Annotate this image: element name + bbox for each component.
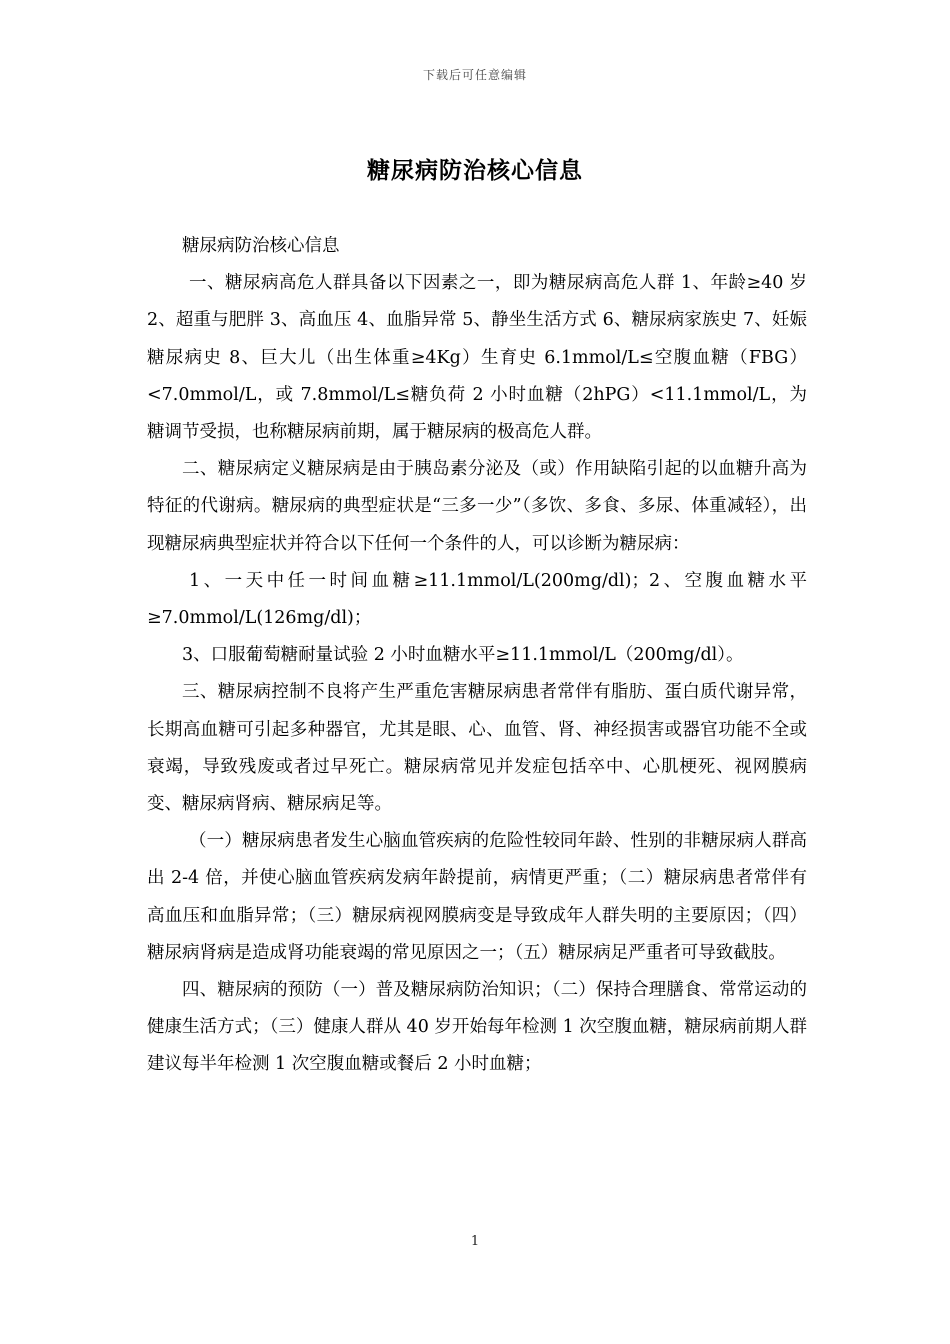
page-number: 1 — [470, 1234, 480, 1249]
document-title: 糖尿病防治核心信息 — [367, 158, 583, 184]
paragraph-criteria-3: 3、口服葡萄糖耐量试验 2 小时血糖水平≥11.1mmol/L（200mg/dl）。 — [182, 645, 744, 666]
paragraph-subtitle: 糖尿病防治核心信息 — [182, 236, 340, 256]
paragraph-complications: （一）糖尿病患者发生心脑血管疾病的危险性较同年龄、性别的非糖尿病人群高出 2-4 倍，并使心脑血管疾病发病年龄提前，病情更严重；（二）糖尿病患者常伴有高血压和血脂异常；（三）糖尿病视网膜病变是导致成年人群失明的主要原因；（四）糖尿病肾病是造成肾功能衰竭的常见原因之一；（五）糖尿病足严重者可导致截肢。 — [147, 831, 807, 963]
paragraph-harm: 三、糖尿病控制不良将产生严重危害糖尿病患者常伴有脂肪、蛋白质代谢异常，长期高血糖可引起多种器官，尤其是眼、心、血管、肾、神经损害或器官功能不全或衰竭，导致残废或者过早死亡。糖尿病常见并发症包括卒中、心肌梗死、视网膜病变、糖尿病肾病、糖尿病足等。 — [147, 682, 807, 815]
paragraph-criteria-1-2: 1、一天中任一时间血糖≥11.1mmol/L(200mg/dl)；2、空腹血糖水平≥7.0mmol/L(126mg/dl)； — [147, 570, 807, 629]
document-body — [147, 228, 807, 1084]
paragraph-definition: 二、糖尿病定义糖尿病是由于胰岛素分泌及（或）作用缺陷引起的以血糖升高为特征的代谢病。糖尿病的典型症状是“三多一少”（多饮、多食、多尿、体重减轻），出现糖尿病典型症状并符合以下任何一个条件的人，可以诊断为糖尿病： — [147, 459, 807, 554]
page-header-note: 下载后可任意编辑 — [422, 68, 527, 82]
paragraph-high-risk: 一、糖尿病高危人群具备以下因素之一，即为糖尿病高危人群 1、年龄≥40 岁 2、超重与肥胖 3、高血压 4、血脂异常 5、静坐生活方式 6、糖尿病家族史 7、妊娠糖尿病史 8、巨大儿（出生体重≥4Kg）生育史 6.1mmol/L≤空腹血糖（FBG）<7.0mmol/L，或 7.8mmol/L≤糖负荷 2 小时血糖（2hPG）<11.1mmol/L，为糖调节受损，也称糖尿病前期，属于糖尿病的极高危人群。 — [147, 273, 807, 443]
paragraph-prevention: 四、糖尿病的预防（一）普及糖尿病防治知识；（二）保持合理膳食、常常运动的健康生活方式；（三）健康人群从 40 岁开始每年检测 1 次空腹血糖，糖尿病前期人群建议每半年检测 1 次空腹血糖或餐后 2 小时血糖； — [147, 980, 807, 1075]
